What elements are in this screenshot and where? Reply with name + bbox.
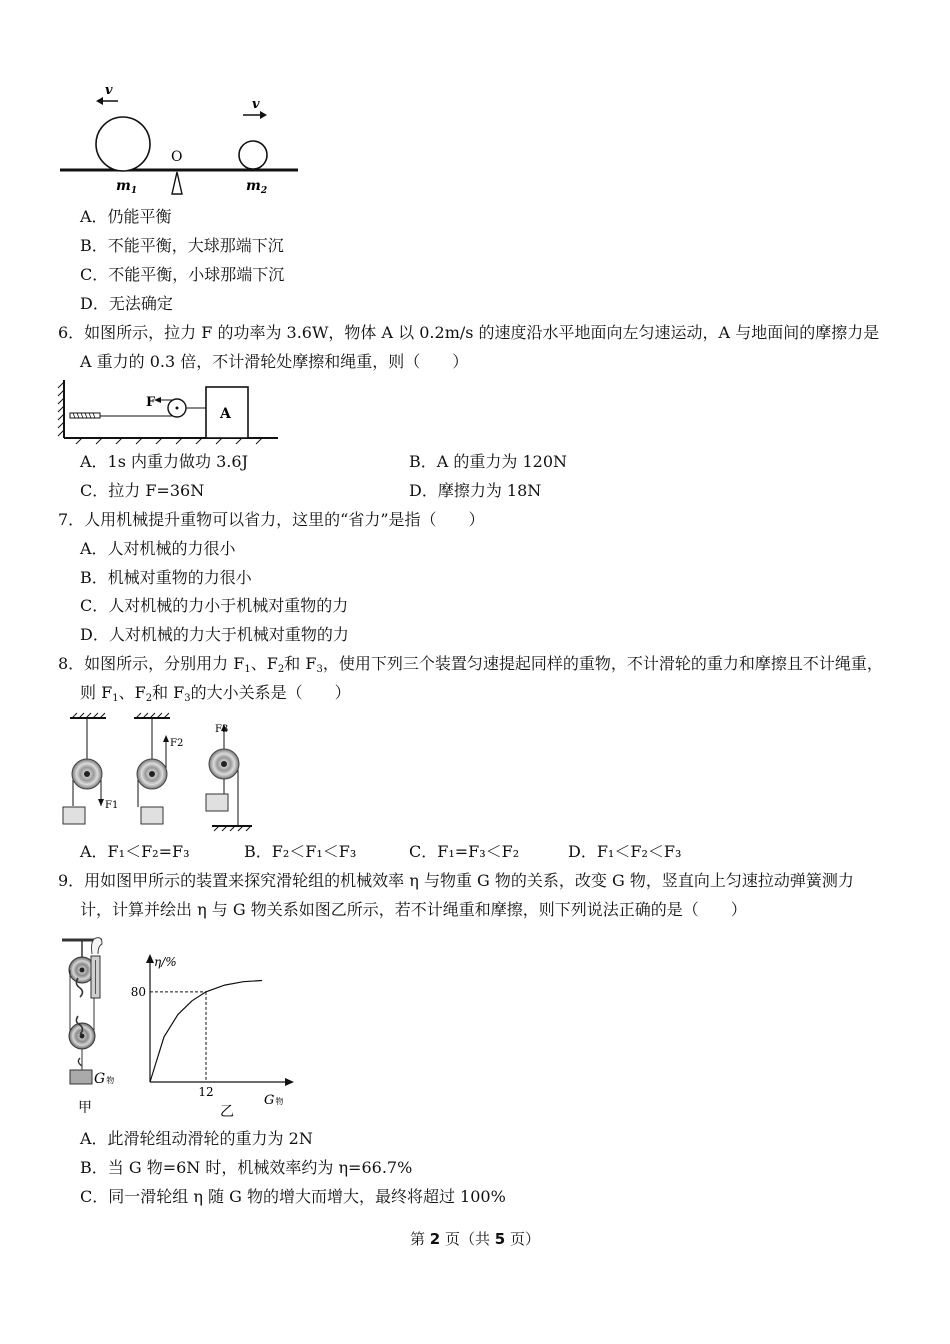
q8-option-c: C．F₁=F₃＜F₂: [409, 842, 520, 861]
q6-option-d: D．摩擦力为 18N: [409, 481, 542, 500]
q7-option-c: C．人对机械的力小于机械对重物的力: [80, 596, 349, 615]
y-axis-arrow: [146, 954, 154, 963]
q7-option-a: A．人对机械的力很小: [80, 539, 236, 558]
weight-2: [141, 807, 163, 824]
q5-option-c: C．不能平衡，小球那端下沉: [80, 265, 285, 284]
efficiency-curve: [150, 981, 262, 1083]
pivot-triangle: [172, 172, 182, 194]
q5-option-b: B．不能平衡，大球那端下沉: [80, 236, 284, 255]
q9-option-a: A．此滑轮组动滑轮的重力为 2N: [80, 1129, 313, 1148]
ceiling-1: [70, 713, 106, 718]
figure-jia-caption: 甲: [78, 1100, 92, 1116]
q7-stem: 7．人用机械提升重物可以省力，这里的“省力”是指（ ）: [58, 510, 485, 529]
q6-stem-line1: 6．如图所示，拉力 F 的功率为 3.6W，物体 A 以 0.2m/s 的速度沿水平地面向左匀速运动，A 与地面间的摩擦力是: [58, 323, 880, 342]
q6-option-b: B．A 的重力为 120N: [409, 452, 568, 471]
q8-option-d: D．F₁＜F₂＜F₃: [568, 842, 682, 861]
block-a-label: A: [220, 406, 231, 422]
q6-stem-line2: A 重力的 0.3 倍，不计滑轮处摩擦和绳重，则（ ）: [80, 352, 469, 371]
hand-icon: [92, 938, 103, 954]
right-arrow-head: [260, 111, 267, 119]
weight-1: [63, 807, 85, 824]
q9-stem-line1: 9．用如图甲所示的装置来探究滑轮组的机械效率 η 与物重 G 物的关系，改变 G 物，竖直向上匀速拉动弹簧测力: [58, 871, 854, 890]
q6-option-a: A．1s 内重力做功 3.6J: [80, 452, 248, 471]
load-label: G物: [94, 1071, 115, 1087]
total-pages: 5: [494, 1230, 506, 1248]
q9-pulley-block-figure: [56, 928, 128, 1118]
left-velocity-label: v: [105, 83, 113, 98]
right-velocity-label: v: [252, 97, 260, 112]
x-axis-label: G物: [264, 1093, 284, 1108]
ceiling-2: [134, 713, 170, 718]
q7-option-d: D．人对机械的力大于机械对重物的力: [80, 625, 349, 644]
q8-stem-line2: 则 $F_1$、$F_2$和 $F_3$的大小关系是（ ）: [80, 683, 351, 704]
weight-3: [206, 794, 228, 811]
big-ball-m1: [96, 117, 150, 171]
q9-option-b: B．当 G 物=6N 时，机械效率约为 η=66.7%: [80, 1158, 413, 1177]
q8-pulleys-figure: [56, 710, 256, 832]
y-axis-label: η/%: [154, 955, 177, 969]
q9-option-c: C．同一滑轮组 η 随 G 物的增大而增大，最终将超过 100%: [80, 1187, 506, 1206]
y-tick-label-80: 80: [130, 984, 146, 999]
left-arrow-head: [96, 97, 103, 105]
page-footer: 第 2 页（共 5 页）: [410, 1230, 540, 1248]
small-ball-m2: [239, 141, 267, 169]
page-number: 2: [429, 1230, 441, 1248]
q9-stem-line2: 计，计算并绘出 η 与 G 物关系如图乙所示，若不计绳重和摩擦，则下列说法正确的是（ ）: [80, 900, 747, 919]
ground-anchor-3: [212, 826, 252, 831]
force-label: F: [146, 395, 156, 410]
q8-option-a: A．F₁＜F₂=F₃: [80, 842, 190, 861]
pivot-label: O: [171, 149, 183, 165]
m1-label: $m_1$: [116, 178, 138, 196]
x-tick-label-12: 12: [198, 1085, 214, 1099]
q5-balance-figure: [56, 82, 306, 202]
q9-efficiency-chart: [124, 950, 299, 1120]
q8-option-b: B．F₂＜F₁＜F₃: [244, 842, 357, 861]
figure-yi-caption: 乙: [220, 1104, 234, 1120]
q5-option-a: A．仍能平衡: [80, 207, 172, 226]
x-axis-arrow: [285, 1078, 294, 1086]
load-block: [70, 1070, 92, 1084]
force-f1-label: F1: [105, 800, 119, 811]
force-f2-label: F2: [170, 738, 184, 749]
force-f3-label: F3: [215, 724, 229, 735]
q6-pulley-figure: [56, 378, 284, 446]
q6-option-c: C．拉力 F=36N: [80, 481, 205, 500]
q7-option-b: B．机械对重物的力很小: [80, 568, 252, 587]
m2-label: $m_2$: [246, 178, 268, 196]
q5-option-d: D．无法确定: [80, 294, 173, 313]
pulley-axle: [176, 407, 179, 410]
q8-stem-line1: 8．如图所示，分别用力 $F_1$、$F_2$和 $F_3$，使用下列三个装置匀速提起同样的重物，不计滑轮的重力和摩擦且不计绳重，: [58, 654, 883, 675]
